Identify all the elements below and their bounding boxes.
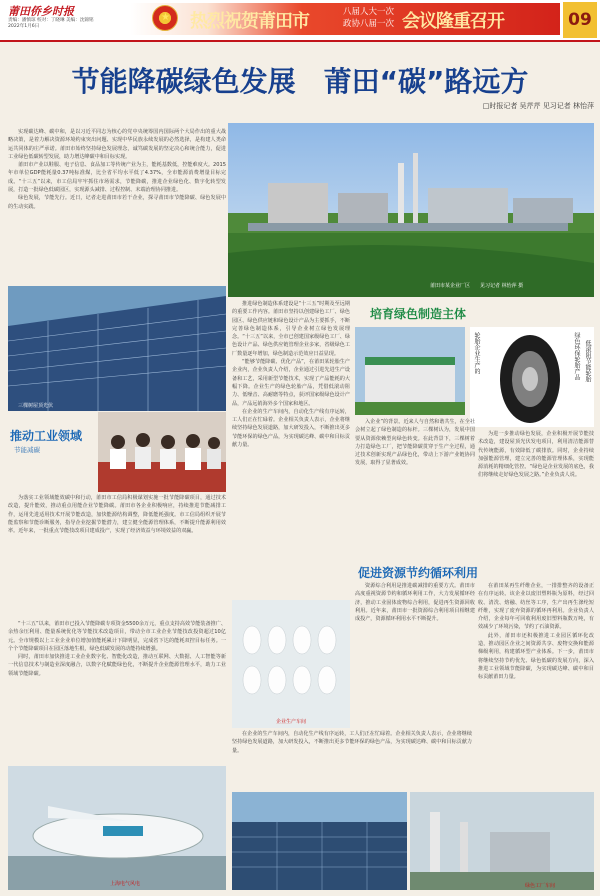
section-heading-2: 培育绿色制造主体 (370, 307, 467, 321)
industrial-park-photo (228, 123, 594, 297)
section-2-text-b (478, 430, 594, 563)
paragraph: 在莆田某再生纤维企业，一排排整齐的设备正在有序运转。该企业以废旧塑料瓶为原料，经过回收、清洗、熔融、纺丝等工序，生产出再生涤纶短纤维，实现了废弃资源的循环再利用。企业负责人介绍，企业每年可回收利用废旧塑料瓶数万吨，有效减少了环境污染，节约了石油资源。 (478, 583, 594, 631)
section-heading-3: 促进资源节约循环利用 (358, 566, 479, 580)
paragraph: 为落实工业领域能效碳中和行动，莆田市工信局积极谋划实施一批节能降碳项目，通过技术改造，提升能效，推动重点用能企业节能降碳。莆田市各企业积极响应，持续推进节能减排工作，运用先进适用技术开展节能改造，加快能源结构调整，降低能耗强度。市工信局组织开展节能监察和节能诊断服务，指导企业挖掘节能潜力，建立健全能源管理体系，不断提升能源利用效率。近年来，一批重点节能技改项目建成投产，实现了经济效益与环境效益的双赢。 (8, 495, 226, 535)
section-3-text-c (232, 730, 472, 788)
lead-paragraph: 实现碳达峰、碳中和，是以习近平同志为核心的党中央统筹国内国际两个大局作出的重大战略决策，是着力解决资源环境约束突出问题、实现中华民族永续发展的必然选择，是构建人类命运共同体的庄严承诺。莆田市始终坚持绿色发展理念，诚笃碳发展的坚定决心和统合能力，促进工业绿色低碳转型发展，助力增达峰碳中和目标实现。 (8, 129, 226, 160)
paragraph: “十三五”以来，莆田市已投入节能降碳专项资金5500余万元，重点支持高效节能装备推广、余热余压利用、能量系统优化等节能技术改造项目，带动全市工业企业节能技改投资超过10亿元。全市规模以上工业企业单位增加值能耗累计下降明显，完成省下达的能耗双控目标任务。一个个节能降碳项目在园区落地生根，绿色低碳发展的动能持续增强。 (8, 621, 226, 652)
article-title: 节能降碳绿色发展 莆田“碳”路远方 (71, 65, 529, 98)
tire-label-a: 轮胎企业生产的 (473, 332, 480, 374)
banner-text-middle (343, 6, 399, 32)
paragraph: 在企业的生产车间内，自动化生产线有序运转，工人们正在忙碌着。企业相关负责人表示，企业将继续坚持绿色发展道路，加大研发投入，不断推出更多节能环保的绿色产品，为实现碳达峰、碳中和目标贡献力量。 (232, 408, 350, 449)
paragraph: 此外，莆田市还积极推进工业园区循环化改造，推动园区企业之间资源共享、废物交换和能源梯级利用，构建循环型产业体系。下一步，莆田市将继续坚持节约优先、绿色低碳的发展方向，深入推进工业领域节能降碳，为实现碳达峰、碳中和目标贡献莆田力量。 (478, 632, 594, 681)
section-3-text-b (478, 582, 594, 787)
section-heading-1: 推动工业领域 (10, 429, 83, 443)
textile-factory-photo (232, 600, 350, 728)
lead-paragraph: 莆田市产业以鞋服、电子信息、食品加工等传统产业为主，能耗基数低，控能难度大。2015年市单位GDP能耗量0.37吨标准煤，比全省平均水平低了4.37%，全市能源消费增量目标完成。“十三五”以来，市工信局牢牢抓住市场需求，节能降碳，推进企业绿色化、数字化转型发展，打造一批绿色低碳园区，实现源头减排、过程控制、末端治理协同推进。 (8, 162, 226, 194)
industrial-park-image (228, 123, 594, 297)
paragraph: 入企业”的背景。近来人与自然和谐共生，在全社会树立起了绿色制造的标杆。三棵树认为，发展中国要从资源依赖型向绿色转变。在此背景下，三棵树着力打造绿色工厂，把节能降碳贯穿于生产全过程，通过技术创新实现产品绿色化，带动上下游产业链协同发展，取得了显著成效。 (355, 419, 475, 467)
edition-info (8, 18, 128, 36)
tire-label-c: 低滚阻节能轮胎 (584, 340, 591, 382)
photo-caption-2: 三棵树屋顶光伏 (18, 403, 54, 409)
paragraph: “能够节能降碳、优化产品”，在莆田某轮胎生产企业内，企业负责人介绍，企业通过引进先进生产设备和工艺，采用新型节能技术，实现了产品能耗的大幅下降。企业生产的绿色轮胎产品，凭借低滚动阻力、低噪音、高耐磨等特点，获评国家级绿色设计产品，产品远销海外多个国家和地区。 (232, 359, 350, 407)
solar-factory-image (232, 792, 407, 890)
editor-line: 责编：潘慎琼 校对：丁晓琳 美编：沈锦铭 (8, 18, 94, 23)
header-divider (0, 40, 600, 42)
newspaper-brand: 莆田侨乡时报 (8, 5, 74, 18)
national-emblem-icon: ★ (152, 5, 178, 31)
meeting-photo (98, 412, 226, 492)
plant-towers-photo (410, 792, 594, 890)
middle-column-text (232, 300, 350, 600)
lead-text (8, 128, 226, 278)
banner-text-left: 热烈祝贺莆田市 (190, 11, 309, 32)
paragraph: 同时，莆田市加快推进工业企业数字化、智能化改造，推动互联网、大数据、人工智能等新一代信息技术与制造业深度融合，以数字化赋能绿色化，不断提升企业能源管理水平，助力工业领域节能降碳。 (8, 654, 226, 677)
green-factory-photo (355, 327, 465, 415)
page-number: 09 (563, 2, 597, 38)
section-subheading-1: 节能减碳 (14, 446, 40, 454)
photo-caption-5: 上海电气风电 (110, 881, 141, 887)
tire-label-b: 绿色环保轮胎产品 (573, 332, 580, 380)
solar-roof-image (8, 286, 226, 411)
green-factory-image (355, 327, 465, 415)
lead-paragraph: 绿色发展，节能先行。近日，记者走进莆田市若干企业，探寻莆田市节能降碳、绿色发展中的生动实践。 (8, 195, 226, 210)
wind-turbine-photo (8, 766, 226, 890)
section-3-text-a (355, 582, 475, 727)
plant-towers-image (410, 792, 594, 890)
paragraph: 为进一步推动绿色发展，企业积极开展节能技术改造，建设屋顶光伏发电项目，利用清洁能源替代传统能源，有效降低了碳排放。同时，企业持续加强能源管理，建立完善的能源管理体系，实现能源消耗的精细化管控。“绿色是企业发展的底色，我们将继续走好绿色发展之路。”企业负责人说。 (478, 431, 594, 479)
paragraph: 在企业的生产车间内，自动化生产线有序运转，工人们正在忙碌着。企业相关负责人表示，企业将继续坚持绿色发展道路，加大研发投入，不断推出更多节能环保的绿色产品，为实现碳达峰、碳中和目标贡献力量。 (232, 731, 472, 754)
banner-text-right: 会议隆重召开 (402, 11, 504, 32)
solar-factory-photo (232, 792, 407, 890)
paragraph: 资源综合利用是推进碳减排的重要方式。莆田市高度重视资源节约和循环利用工作，大力发展循环经济，推动工业固体废物综合利用，促进再生资源回收利用。近年来，莆田市一批资源综合利用项目相继建成投产，资源循环利用水平不断提升。 (355, 583, 475, 623)
date-line: 2022年1月6日 (8, 24, 40, 29)
photo-caption-4: 绿色工厂车间 (525, 883, 556, 889)
meeting-image (98, 412, 226, 492)
byline: □时报记者 吴芹芹 见习记者 林怡萍 (482, 102, 594, 110)
section-2-text-a (355, 418, 475, 563)
banner-line-1: 八届人大一次 (343, 7, 395, 17)
photo-caption-1: 莆田市某企业厂区 见习记者 林怡萍 摄 (430, 283, 524, 289)
wind-turbine-image (8, 766, 226, 890)
solar-roof-photo (8, 286, 226, 411)
section-1-text (8, 494, 226, 619)
textile-factory-image (232, 600, 350, 728)
photo-caption-3: 企业生产车间 (276, 719, 307, 725)
paragraph: 推进绿色制造体系建设是“十三五”时期及至远期的重要工作内容。莆田市坚持以创建绿色工厂、绿色园区、绿色供应链和绿色设计产品为主要抓手，不断完善绿色制造体系，引导企业树立绿色发展理念。“十三五”以来，全市已创建国家级绿色工厂、绿色设计产品、绿色供应链管理企业多家，省级绿色工厂数量逐年增加，绿色制造示范效应日益显现。 (232, 301, 350, 357)
banner-line-2: 政协八届一次 (343, 19, 395, 29)
section-1-text-2 (8, 620, 226, 765)
